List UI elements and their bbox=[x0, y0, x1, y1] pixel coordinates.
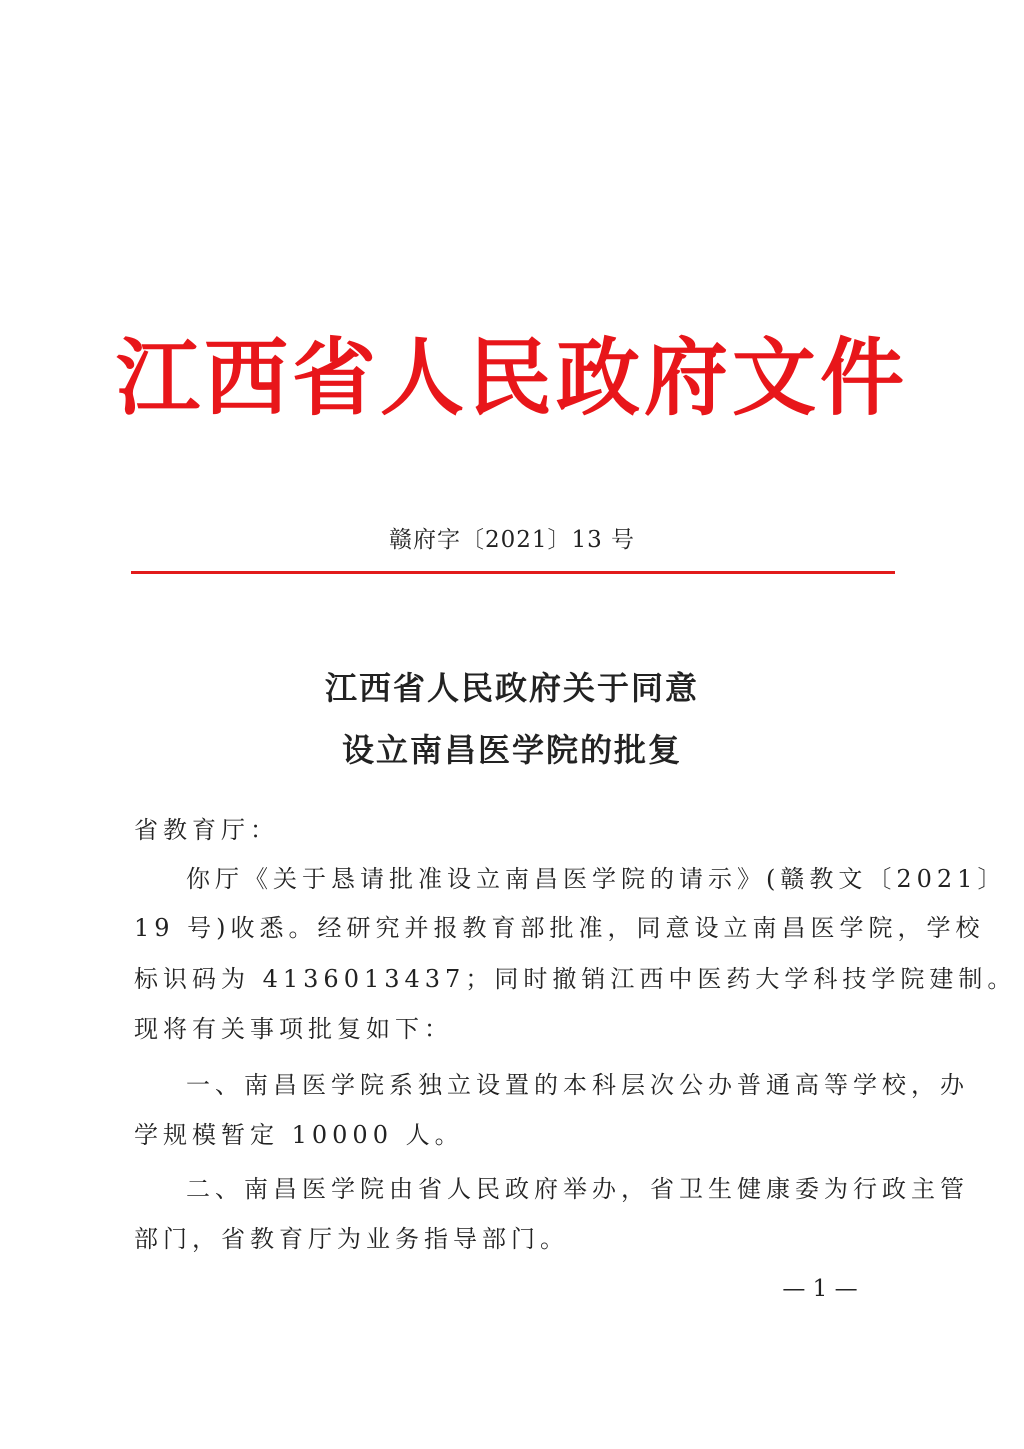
page-number: — 1 — bbox=[782, 1276, 858, 1302]
body-line: 二、南昌医学院由省人民政府举办，省卫生健康委为行政主管 bbox=[186, 1175, 969, 1203]
body-line: 现将有关事项批复如下： bbox=[134, 1015, 453, 1043]
body-line: 一、南昌医学院系独立设置的本科层次公办普通高等学校，办 bbox=[186, 1071, 969, 1099]
salutation: 省教育厅： bbox=[134, 816, 279, 844]
body-line: 标识码为 4136013437；同时撤销江西中医药大学科技学院建制。 bbox=[134, 965, 1017, 993]
body-line: 学规模暂定 10000 人。 bbox=[134, 1121, 464, 1149]
body-line: 部门，省教育厅为业务指导部门。 bbox=[134, 1225, 569, 1253]
red-rule bbox=[131, 571, 895, 574]
body-line: 19 号)收悉。经研究并报教育部批准，同意设立南昌医学院，学校 bbox=[134, 914, 985, 942]
doc-title-line-1: 江西省人民政府关于同意 bbox=[324, 669, 699, 707]
doc-number: 赣府字〔2021〕13 号 bbox=[388, 527, 636, 553]
masthead: 江西省人民政府文件 bbox=[115, 329, 908, 427]
doc-title-line-2: 设立南昌医学院的批复 bbox=[341, 731, 682, 769]
body-line: 你厅《关于恳请批准设立南昌医学院的请示》(赣教文〔2021〕 bbox=[186, 865, 1007, 893]
